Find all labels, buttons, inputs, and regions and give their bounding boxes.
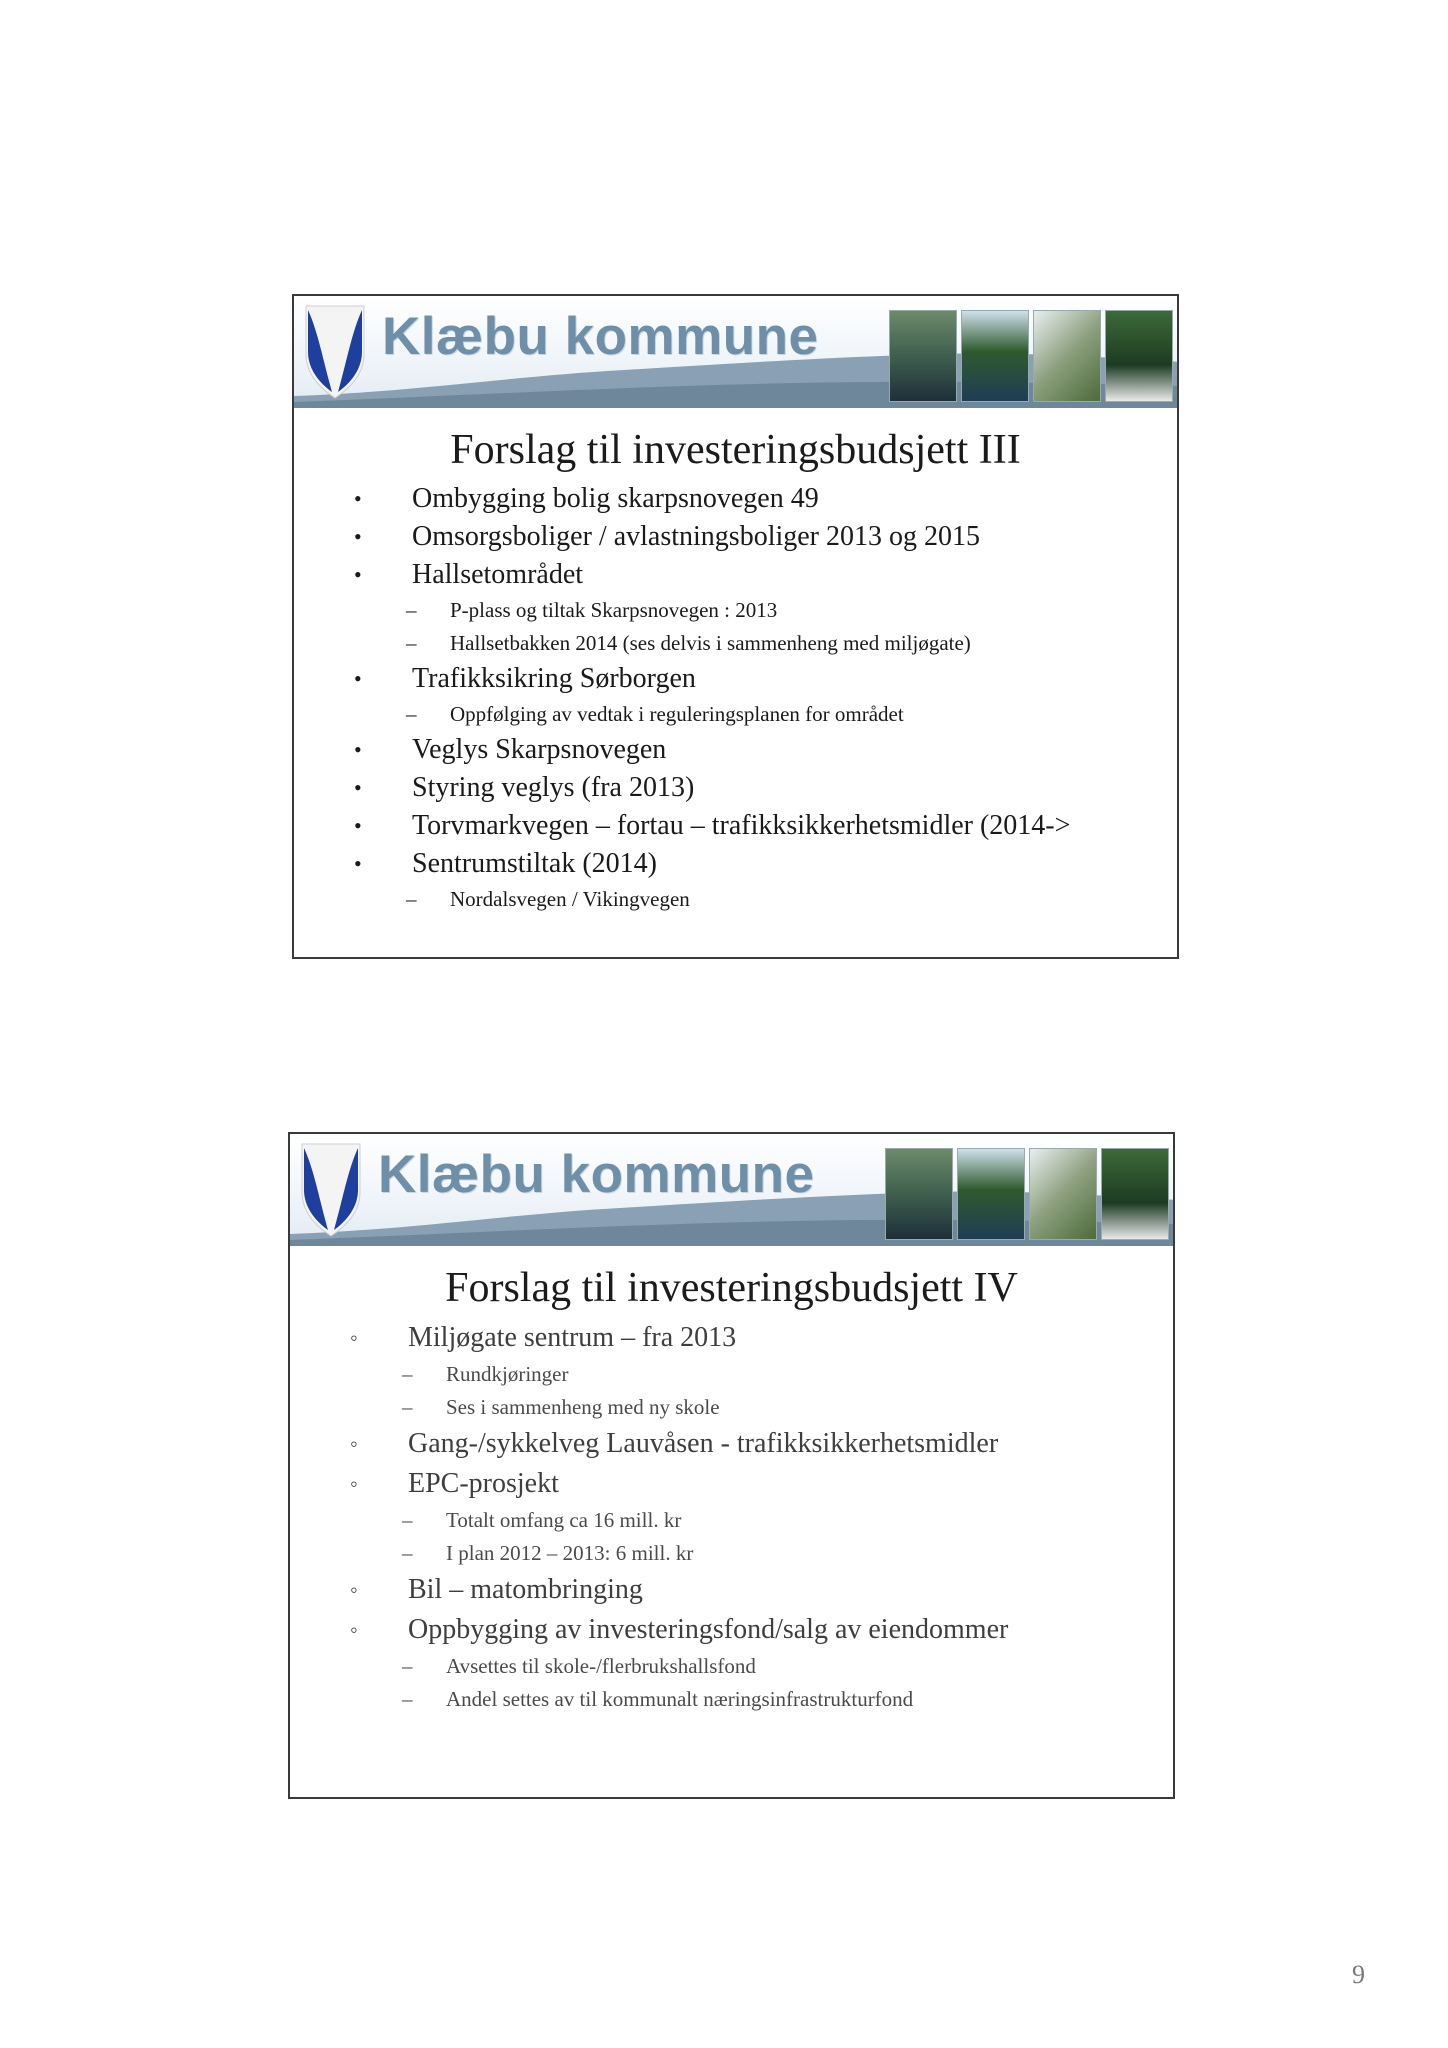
list-item: • Ombygging bolig skarpsnovegen 49 xyxy=(294,480,1177,518)
slide-banner xyxy=(290,1134,1173,1246)
slide-banner xyxy=(294,296,1177,408)
bullet-list xyxy=(294,480,1177,916)
sub-list-item: – Oppfølging av vedtak i reguleringsplanen for området xyxy=(294,698,1177,731)
list-item: • Trafikksikring Sørborgen xyxy=(294,660,1177,698)
sub-list-item: – P-plass og tiltak Skarpsnovegen : 2013 xyxy=(294,594,1177,627)
list-item: • Sentrumstiltak (2014) xyxy=(294,845,1177,883)
list-item: ◦ Oppbygging av investeringsfond/salg av eiendommer xyxy=(290,1610,1173,1650)
photo-icon xyxy=(885,1148,953,1240)
list-item: • Styring veglys (fra 2013) xyxy=(294,769,1177,807)
photo-strip xyxy=(885,1148,1169,1238)
photo-icon xyxy=(1029,1148,1097,1240)
list-item: • Torvmarkvegen – fortau – trafikksikkerhetsmidler (2014-> xyxy=(294,807,1177,845)
sub-list-item: – Hallsetbakken 2014 (ses delvis i sammenheng med miljøgate) xyxy=(294,627,1177,660)
coat-of-arms-icon xyxy=(300,1140,362,1238)
list-item: ◦ EPC-prosjekt xyxy=(290,1464,1173,1504)
photo-icon xyxy=(1105,310,1173,402)
sub-list-item: – Nordalsvegen / Vikingvegen xyxy=(294,883,1177,916)
slide-2 xyxy=(288,1132,1175,1799)
slide-title: Forslag til investeringsbudsjett IV xyxy=(445,1265,1018,1311)
sub-list-item: – Rundkjøringer xyxy=(290,1358,1173,1391)
slide-1 xyxy=(292,294,1179,959)
list-item: ◦ Bil – matombringing xyxy=(290,1570,1173,1610)
list-item: • Hallsetområdet xyxy=(294,556,1177,594)
list-item: ◦ Gang-/sykkelveg Lauvåsen - trafikksikkerhetsmidler xyxy=(290,1424,1173,1464)
sub-list-item: – Andel settes av til kommunalt næringsinfrastrukturfond xyxy=(290,1683,1173,1716)
sub-list-item: – Avsettes til skole-/flerbrukshallsfond xyxy=(290,1650,1173,1683)
coat-of-arms-icon xyxy=(304,302,366,400)
photo-icon xyxy=(1101,1148,1169,1240)
list-item: ◦ Miljøgate sentrum – fra 2013 xyxy=(290,1318,1173,1358)
list-item: • Veglys Skarpsnovegen xyxy=(294,731,1177,769)
sub-list-item: – Ses i sammenheng med ny skole xyxy=(290,1391,1173,1424)
page-number: 9 xyxy=(1352,1960,1365,1989)
sub-list-item: – Totalt omfang ca 16 mill. kr xyxy=(290,1504,1173,1537)
photo-icon xyxy=(957,1148,1025,1240)
brand-name: Klæbu kommune xyxy=(382,307,819,366)
brand-name: Klæbu kommune xyxy=(378,1145,815,1204)
list-item: • Omsorgsboliger / avlastningsboliger 2013 og 2015 xyxy=(294,518,1177,556)
photo-icon xyxy=(889,310,957,402)
photo-strip xyxy=(889,310,1173,400)
slide-title: Forslag til investeringsbudsjett III xyxy=(450,427,1021,473)
sub-list-item: – I plan 2012 – 2013: 6 mill. kr xyxy=(290,1537,1173,1570)
photo-icon xyxy=(961,310,1029,402)
photo-icon xyxy=(1033,310,1101,402)
bullet-list xyxy=(290,1318,1173,1716)
